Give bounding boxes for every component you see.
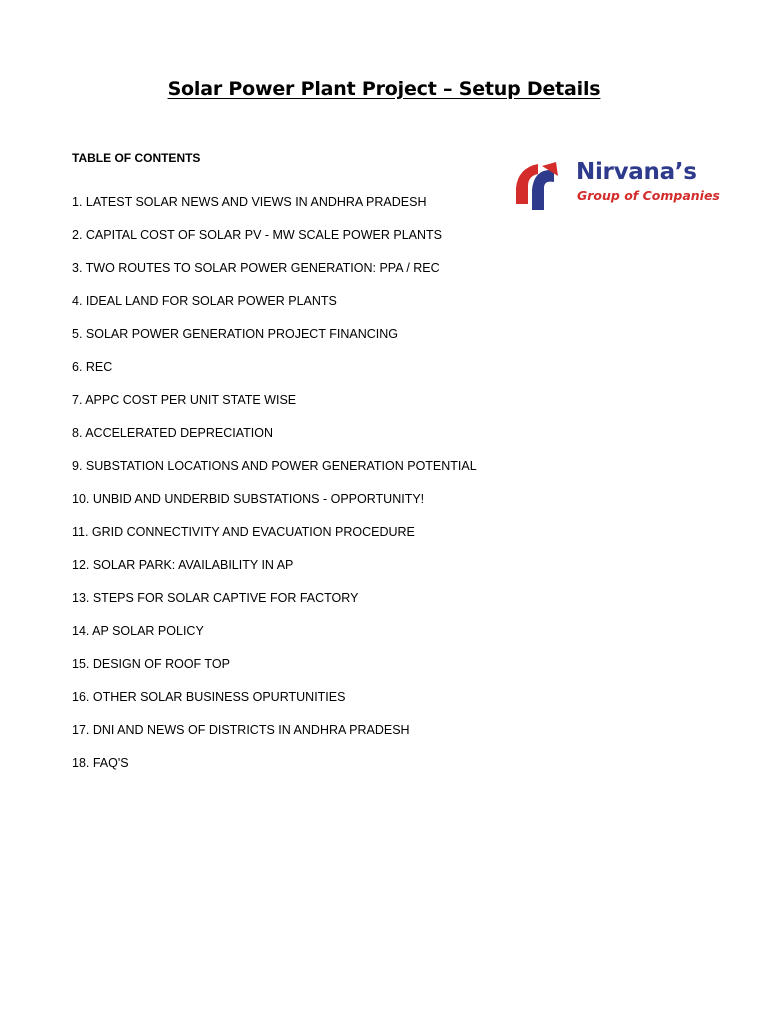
toc-item: 15. DESIGN OF ROOF TOP — [72, 657, 230, 671]
toc-item: 10. UNBID AND UNDERBID SUBSTATIONS - OPPORTUNITY! — [72, 492, 425, 506]
logo-tagline: Group of Companies — [577, 188, 720, 203]
toc-item: 14. AP SOLAR POLICY — [72, 624, 204, 638]
logo-name: Nirvana’s — [576, 159, 697, 185]
toc-item: 13. STEPS FOR SOLAR CAPTIVE FOR FACTORY — [72, 591, 359, 605]
company-logo — [514, 158, 720, 212]
toc-item: 8. ACCELERATED DEPRECIATION — [72, 426, 273, 440]
toc-item: 9. SUBSTATION LOCATIONS AND POWER GENERATION POTENTIAL — [72, 459, 477, 473]
nirvana-logo-icon — [514, 160, 570, 212]
toc-heading: TABLE OF CONTENTS — [72, 151, 201, 165]
toc-item: 2. CAPITAL COST OF SOLAR PV - MW SCALE POWER PLANTS — [72, 228, 442, 242]
toc-item: 16. OTHER SOLAR BUSINESS OPURTUNITIES — [72, 690, 346, 704]
toc-list — [72, 194, 477, 788]
toc-item: 4. IDEAL LAND FOR SOLAR POWER PLANTS — [72, 294, 337, 308]
toc-item: 1. LATEST SOLAR NEWS AND VIEWS IN ANDHRA PRADESH — [72, 195, 427, 209]
toc-item: 3. TWO ROUTES TO SOLAR POWER GENERATION: PPA / REC — [72, 261, 440, 275]
toc-item: 7. APPC COST PER UNIT STATE WISE — [72, 393, 297, 407]
page-title: Solar Power Plant Project – Setup Details — [167, 78, 601, 100]
toc-item: 11. GRID CONNECTIVITY AND EVACUATION PROCEDURE — [72, 525, 415, 539]
toc-item: 17. DNI AND NEWS OF DISTRICTS IN ANDHRA PRADESH — [72, 723, 410, 737]
toc-item: 6. REC — [72, 360, 113, 374]
toc-item: 12. SOLAR PARK: AVAILABILITY IN AP — [72, 558, 294, 572]
toc-item: 18. FAQ'S — [72, 756, 129, 770]
toc-item: 5. SOLAR POWER GENERATION PROJECT FINANCING — [72, 327, 398, 341]
